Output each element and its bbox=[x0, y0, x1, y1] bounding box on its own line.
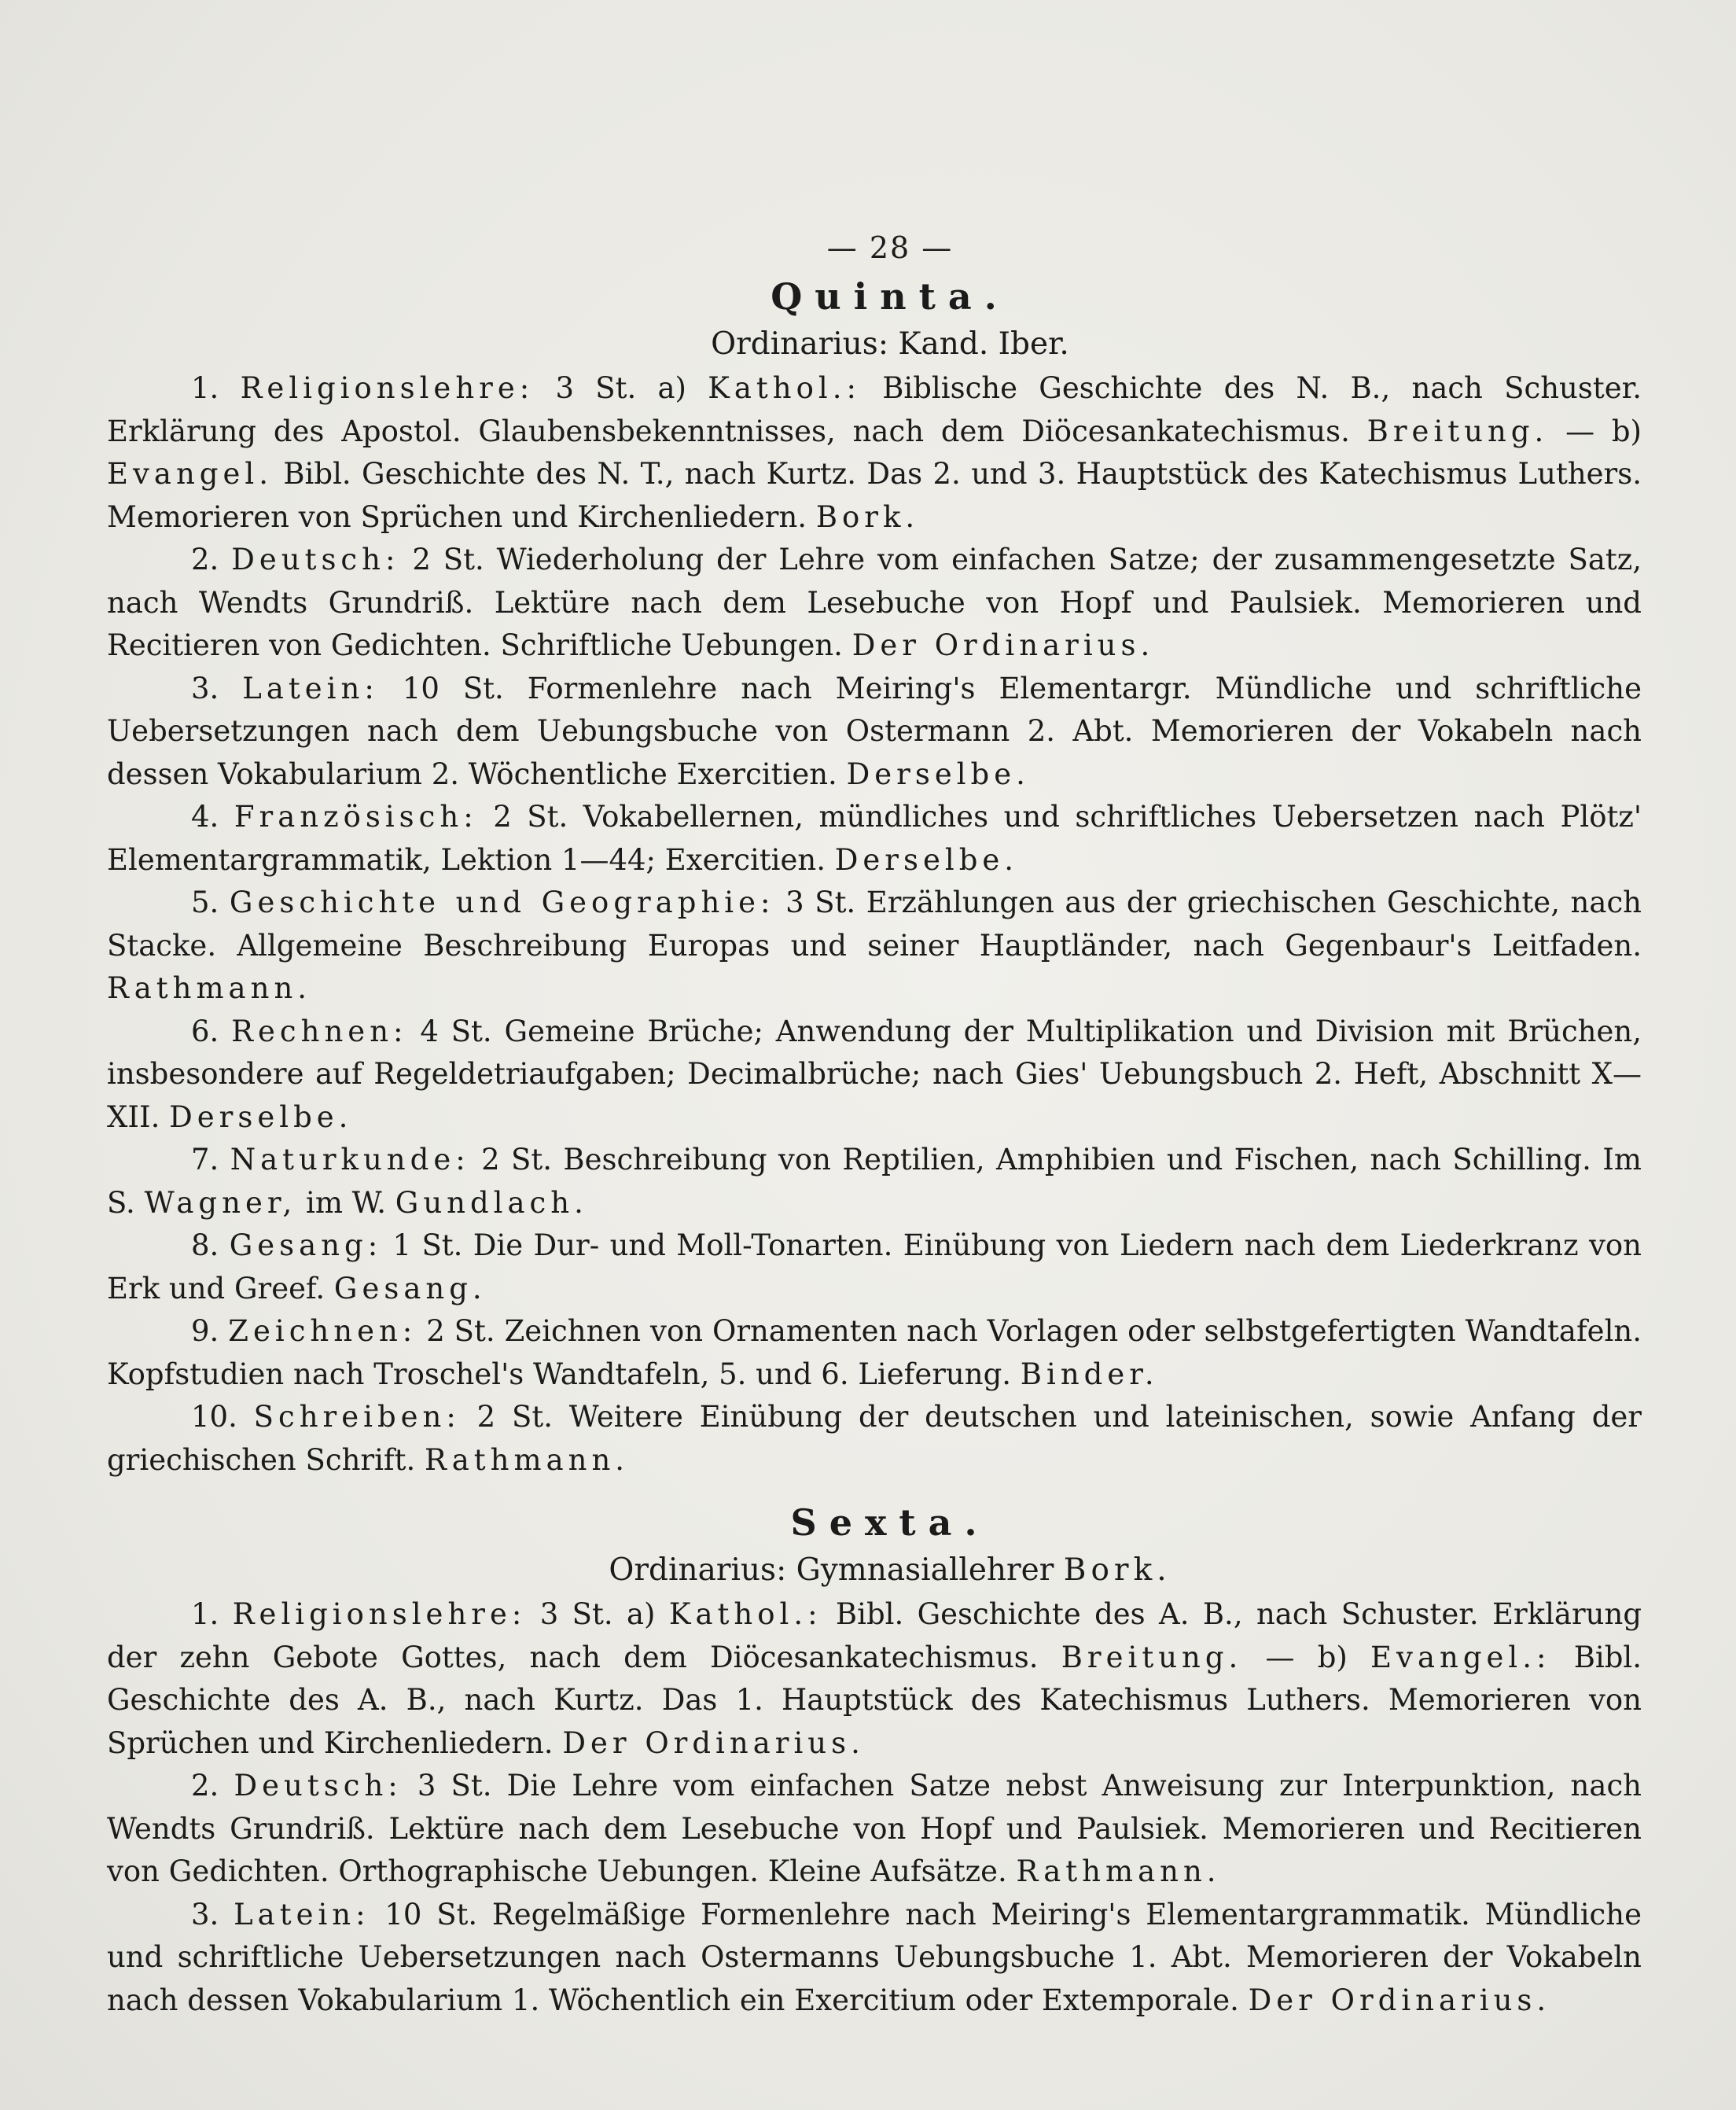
subject-name: Gesang: bbox=[229, 1228, 383, 1262]
subject-entry-religion bbox=[107, 367, 1642, 539]
teacher-name: Rathmann. bbox=[1016, 1854, 1221, 1888]
subject-entry-naturkunde bbox=[107, 1139, 1642, 1224]
entry-text: Biblische Geschichte des N. B., nach Schuster. Erklärung des Apostol. Glaubensbekenntnisses, nach dem Diöcesankatechismus. bbox=[107, 371, 1642, 448]
entry-text: 10 St. Regelmäßige Formenlehre nach Meiring's Elementargrammatik. Mündliche und schriftliche Uebersetzungen nach Ostermanns Uebungsbuche 1. Abt. Memorieren der Vokabeln nach dessen Vokabularium 1. Wöchentlich ein Exercitium oder Extemporale. bbox=[107, 1897, 1642, 2017]
entry-number: 1. bbox=[191, 1597, 219, 1631]
teacher-name: Kathol.: bbox=[668, 1597, 822, 1631]
entry-number: 3. bbox=[191, 671, 219, 705]
subject-name: Religionslehre: bbox=[232, 1597, 527, 1631]
subject-entry-schreiben bbox=[107, 1396, 1642, 1482]
subject-name: Latein: bbox=[242, 671, 379, 705]
teacher-name: Gundlach. bbox=[395, 1185, 588, 1220]
teacher-name: Der Ordinarius. bbox=[851, 628, 1155, 662]
teacher-name: Derselbe. bbox=[834, 842, 1019, 877]
subject-name: Rechnen: bbox=[231, 1014, 408, 1048]
page-number: — 28 — bbox=[826, 230, 954, 265]
entry-text: Bibl. Geschichte des N. T., nach Kurtz. Das 2. und 3. Hauptstück des Katechismus Luthers. Memorieren von Sprüchen und Kirchenliedern. bbox=[107, 457, 1642, 534]
subject-name: Deutsch: bbox=[234, 1769, 403, 1803]
entry-text: Bibl. Geschichte des A. B., nach Kurtz. Das 1. Hauptstück des Katechismus Luthers. Memorieren von Sprüchen und Kirchenliedern. bbox=[107, 1640, 1642, 1760]
subject-entry-latein bbox=[107, 1894, 1642, 2023]
entry-text: 2 St. Wiederholung der Lehre vom einfachen Satze; der zusammengesetzte Satz, nach Wendts Grundriß. Lektüre nach dem Lesebuche von Hopf und Paulsiek. Memorieren und Recitieren von Gedichten. Schriftliche Uebungen. bbox=[107, 543, 1642, 662]
ordinarius-line bbox=[138, 1548, 1642, 1593]
subject-entry-gesang bbox=[107, 1224, 1642, 1310]
subject-entry-deutsch bbox=[107, 539, 1642, 668]
ordinarius-line bbox=[138, 322, 1642, 367]
teacher-name: Evangel.: bbox=[1370, 1640, 1551, 1674]
subject-name: Französisch: bbox=[234, 800, 478, 834]
entry-text: 3 St. Die Lehre vom einfachen Satze nebst Anweisung zur Interpunktion, nach Wendts Grundriß. Lektüre nach dem Lesebuche von Hopf und Paulsiek. Memorieren und Recitieren von Gedichten. Orthographische Uebungen. Kleine Aufsätze. bbox=[107, 1769, 1642, 1888]
entry-number: 10. bbox=[191, 1400, 237, 1434]
subject-name: Zeichnen: bbox=[228, 1314, 417, 1348]
section-heading: Quinta. bbox=[771, 275, 1010, 318]
entry-number: 4. bbox=[191, 800, 219, 834]
entry-number: 2. bbox=[191, 1769, 219, 1803]
teacher-name: Derselbe. bbox=[169, 1099, 353, 1134]
teacher-name: Der Ordinarius. bbox=[1248, 1983, 1551, 2017]
entry-number: 9. bbox=[191, 1314, 219, 1348]
entry-text: Bibl. Geschichte des A. B., nach Schuster. Erklärung der zehn Gebote Gottes, nach dem Diöcesankatechismus. bbox=[107, 1597, 1642, 1674]
teacher-name: Breitung. bbox=[1061, 1640, 1243, 1674]
entry-text: 2 St. Zeichnen von Ornamenten nach Vorlagen oder selbstgefertigten Wandtafeln. Kopfstudien nach Troschel's Wandtafeln, 5. und 6. Lieferung. bbox=[107, 1314, 1642, 1391]
entry-number: 6. bbox=[191, 1014, 219, 1048]
subject-entry-deutsch bbox=[107, 1765, 1642, 1894]
subject-entry-latein bbox=[107, 668, 1642, 797]
subject-name: Latein: bbox=[234, 1897, 370, 1931]
subject-entry-religion bbox=[107, 1593, 1642, 1765]
subject-entry-zeichnen bbox=[107, 1310, 1642, 1396]
entry-text: 3 St. a) bbox=[526, 1597, 669, 1631]
teacher-name: Derselbe. bbox=[846, 757, 1030, 791]
subject-name: Deutsch: bbox=[231, 543, 400, 576]
subject-entry-franzoesisch bbox=[107, 796, 1642, 882]
teacher-name: Wagner, bbox=[144, 1185, 297, 1220]
subject-name: Religionslehre: bbox=[240, 371, 535, 405]
entry-text: 10 St. Formenlehre nach Meiring's Elementargr. Mündliche und schriftliche Uebersetzungen nach dem Uebungsbuche von Ostermann 2. Abt. Memorieren der Vokabeln nach dessen Vokabularium 2. Wöchentliche Exercitien. bbox=[107, 671, 1642, 791]
entry-text: — b) bbox=[1548, 414, 1642, 448]
section-quinta bbox=[107, 271, 1642, 1482]
ordinarius-prefix: Ordinarius: Gymnasiallehrer bbox=[609, 1552, 1054, 1588]
section-heading: Sexta. bbox=[790, 1501, 990, 1544]
entry-text: 1 St. Die Dur- und Moll-Tonarten. Einübung von Liedern nach dem Liederkranz von Erk und Greef. bbox=[107, 1228, 1642, 1305]
entry-text: 3 St. a) bbox=[534, 371, 708, 405]
subject-entry-geschichte bbox=[107, 882, 1642, 1011]
teacher-name: Rathmann. bbox=[107, 971, 312, 1005]
teacher-name: Binder. bbox=[1020, 1357, 1159, 1391]
subject-name: Geschichte und Geographie: bbox=[229, 886, 775, 919]
entry-text: 2 St. Vokabellernen, mündliches und schriftliches Uebersetzen nach Plötz' Elementargrammatik, Lektion 1—44; Exercitien. bbox=[107, 800, 1642, 877]
entry-number: 1. bbox=[191, 371, 219, 405]
teacher-name: Bork. bbox=[815, 499, 920, 534]
teacher-name: Der Ordinarius. bbox=[562, 1725, 865, 1760]
entry-text: 3 St. Erzählungen aus der griechischen Geschichte, nach Stacke. Allgemeine Beschreibung Europas und seiner Hauptländer, nach Gegenbaur's Leitfaden. bbox=[107, 886, 1642, 963]
entry-number: 2. bbox=[191, 543, 219, 576]
entry-number: 5. bbox=[191, 886, 219, 919]
entry-number: 8. bbox=[191, 1228, 219, 1262]
section-sexta bbox=[107, 1497, 1642, 2022]
entry-number: 3. bbox=[191, 1897, 219, 1931]
entry-text: 2 St. Weitere Einübung der deutschen und lateinischen, sowie Anfang der griechischen Schrift. bbox=[107, 1400, 1642, 1477]
teacher-name: Gesang. bbox=[333, 1271, 487, 1305]
entry-text: 2 St. Beschreibung von Reptilien, Amphibien und Fischen, nach Schilling. Im S. bbox=[107, 1143, 1642, 1220]
teacher-name: Kathol.: bbox=[708, 371, 861, 405]
teacher-name: Rathmann. bbox=[425, 1442, 630, 1477]
subject-name: Schreiben: bbox=[253, 1400, 461, 1434]
ordinarius-prefix: Ordinarius: bbox=[711, 326, 888, 362]
subject-entry-rechnen bbox=[107, 1011, 1642, 1140]
subject-name: Naturkunde: bbox=[230, 1143, 470, 1177]
teacher-name: Evangel. bbox=[107, 457, 273, 491]
teacher-name: Breitung. bbox=[1366, 414, 1549, 448]
entry-text: — b) bbox=[1242, 1640, 1371, 1674]
entry-text: 4 St. Gemeine Brüche; Anwendung der Multiplikation und Division mit Brüchen, insbesondere auf Regeldetriaufgaben; Decimalbrüche; nach Gies' Uebungsbuch 2. Heft, Abschnitt X—XII. bbox=[107, 1014, 1642, 1134]
ordinarius-name: Bork. bbox=[1063, 1552, 1171, 1588]
ordinarius-name: Kand. Iber. bbox=[898, 326, 1069, 362]
entry-text: im W. bbox=[296, 1185, 395, 1220]
entry-number: 7. bbox=[191, 1143, 219, 1177]
